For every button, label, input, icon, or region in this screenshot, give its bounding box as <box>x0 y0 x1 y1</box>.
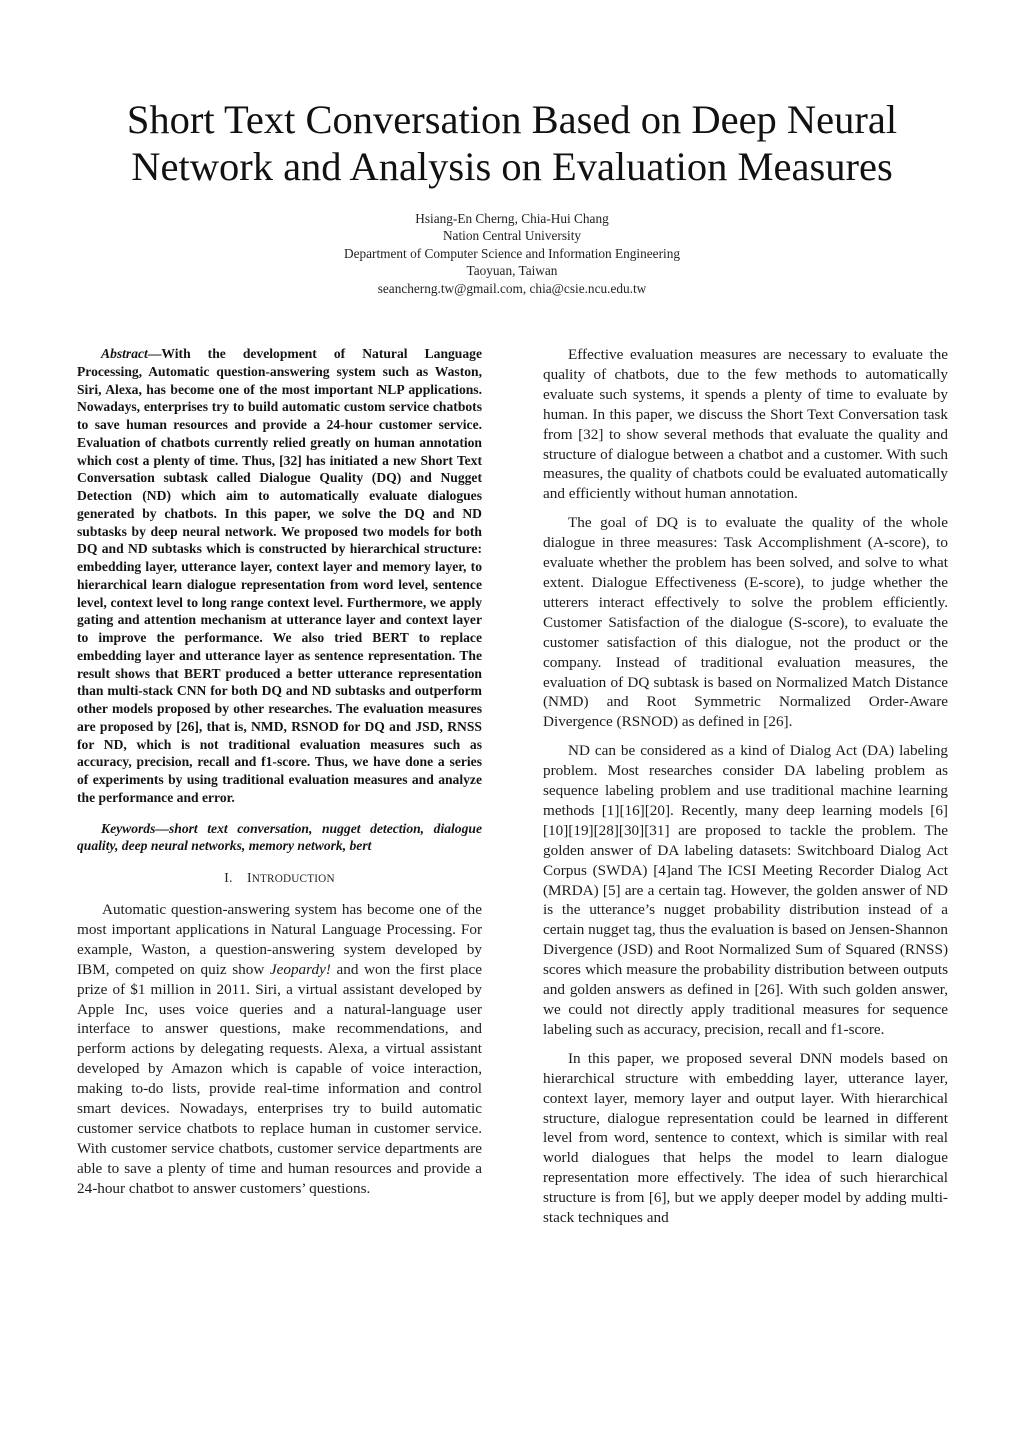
intro-paragraph <box>77 900 482 1199</box>
abstract <box>77 345 482 807</box>
author-block <box>160 210 864 297</box>
body-paragraph-1: Effective evaluation measures are necessary to evaluate the quality of chatbots, due to the few methods to automatically evaluate such systems, it spends a plenty of time to evaluate by human. In this paper, we discuss the Short Text Conversation task from [32] to show several methods that evaluate the quality and structure of dialogue between a chatbot and a customer. With such measures, the quality of chatbots could be evaluated automatically and efficiently without human annotation. <box>543 346 948 503</box>
section-initial: I <box>247 870 252 885</box>
body-paragraph-2: The goal of DQ is to evaluate the quality of the whole dialogue in three measures: Task Accomplishment (A-score), to evaluate whether the problem has been solved, and solve to what extent. Dialogue Effectiveness (E-score), to judge whether the utterers interact effectively to solve the problem efficiently. Customer Satisfaction of the dialogue (S-score), to evaluate the customer satisfaction of this dialogue, not the product or the company. Instead of traditional evaluation measures, the evaluation of DQ subtask is based on Normalized Match Distance (NMD) and Root Symmetric Normalized Order-Aware Divergence (RSNOD) as defined in [26]. <box>543 514 948 731</box>
author-emails: seancherng.tw@gmail.com, chia@csie.ncu.edu.tw <box>377 280 647 296</box>
intro-text-a: Automatic question-answering system has become one of the most important applications in Natural Language Processing. For example, Waston, a question-answering system developed by IBM, competed on quiz show <box>77 901 482 978</box>
paper-title <box>60 96 964 190</box>
section-title-rest: NTRODUCTION <box>251 873 335 885</box>
title-line-1: Short Text Conversation Based on Deep Neural <box>126 97 898 142</box>
title-line-2: Network and Analysis on Evaluation Measures <box>131 144 893 189</box>
author-location: Taoyuan, Taiwan <box>466 263 558 279</box>
keywords: Keywords—short text conversation, nugget detection, dialogue quality, deep neural networks, memory network, bert <box>77 820 482 854</box>
intro-italic-title: Jeopardy! <box>269 960 331 978</box>
section-number: I. <box>224 870 233 885</box>
intro-text-b: and won the first place prize of $1 million in 2011. Siri, a virtual assistant developed by Apple Inc, uses voice queries and a natural-language user interface to answer questions, make recommendations, and perform actions by delegating requests. Alexa, a virtual assistant developed by Amazon which is capable of voice interaction, making to-do lists, provide real-time information and control smart devices. Nowadays, enterprises try to build automatic customer service chatbots to replace human in customer service. With customer service chatbots, customer service departments are able to save a plenty of time and human resources and provide a 24-hour chatbot to answer customers’ questions. <box>77 960 482 1197</box>
abstract-text: —With the development of Natural Language Processing, Automatic question-answering system such as Waston, Siri, Alexa, has become one of the most important NLP applications. Nowadays, enterprises try to build automatic custom service chatbots to save human resources and provide a 24-hour customer service. Evaluation of chatbots currently relied greatly on human annotation which cost a plenty of time. Thus, [32] has initiated a new Short Text Conversation subtask called Dialogue Quality (DQ) and Nugget Detection (ND) which aim to automatically evaluate dialogues generated by chatbots. In this paper, we solve the DQ and ND subtasks by deep neural network. We proposed two models for both DQ and ND subtasks which is constructed by hierarchical structure: embedding layer, utterance layer, context layer and memory layer, to hierarchical learn dialogue representation from word level, sentence level, context level to long range context level. Furthermore, we apply gating and attention mechanism at utterance layer and context layer to improve the performance. We also tried BERT to replace embedding layer and utterance layer as sentence representation. The result shows that BERT produced a better utterance representation than multi-stack CNN for both DQ and ND subtasks and outperform other models proposed by other researches. The evaluation measures are proposed by [26], that is, NMD, RSNOD for DQ and JSD, RNSS for ND, which is not traditional evaluation measures such as accuracy, precision, recall and f1-score. Thus, we have done a series of experiments by using traditional evaluation measures and analyze the performance and error. <box>77 346 482 805</box>
author-department: Department of Computer Science and Information Engineering <box>343 245 680 261</box>
body-paragraph-3: ND can be considered as a kind of Dialog Act (DA) labeling problem. Most researches consider DA labeling problem as sequence labeling problem and use traditional machine learning methods [1][16][20]. Recently, many deep learning models [6][10][19][28][30][31] are proposed to tackle the problem. The golden answer of DA labeling datasets: Switchboard Dialog Act Corpus (SWDA) [4]and The ICSI Meeting Recorder Dialog Act (MRDA) [5] are a certain tag. However, the golden answer of ND is the utterance’s nugget probability distribution instead of a certain nugget tag, thus the evaluation is based on Jensen-Shannon Divergence (JSD) and Root Normalized Sum of Squared (RNSS) scores which measure the probability distribution between outputs and golden answers as defined in [26]. With such golden answer, we could not directly apply traditional measures for sequence labeling such as accuracy, precision, recall and f1-score. <box>543 742 948 1038</box>
left-column <box>77 345 482 1199</box>
right-column <box>543 345 948 1228</box>
section-heading-introduction <box>77 869 482 888</box>
author-university: Nation Central University <box>442 228 582 244</box>
body-paragraph-4: In this paper, we proposed several DNN models based on hierarchical structure with embedding layer, utterance layer, context layer, memory layer and output layer. With hierarchical structure, dialogue representation could be learned in different level from word, sentence to context, which is similar with real world dialogues that helps the model to learn dialogue representation more effectively. The idea of such hierarchical structure is from [6], but we apply deeper model by adding multi-stack techniques and <box>543 1049 948 1227</box>
abstract-lead: Abstract <box>101 346 148 361</box>
author-names: Hsiang-En Cherng, Chia-Hui Chang <box>415 211 609 226</box>
